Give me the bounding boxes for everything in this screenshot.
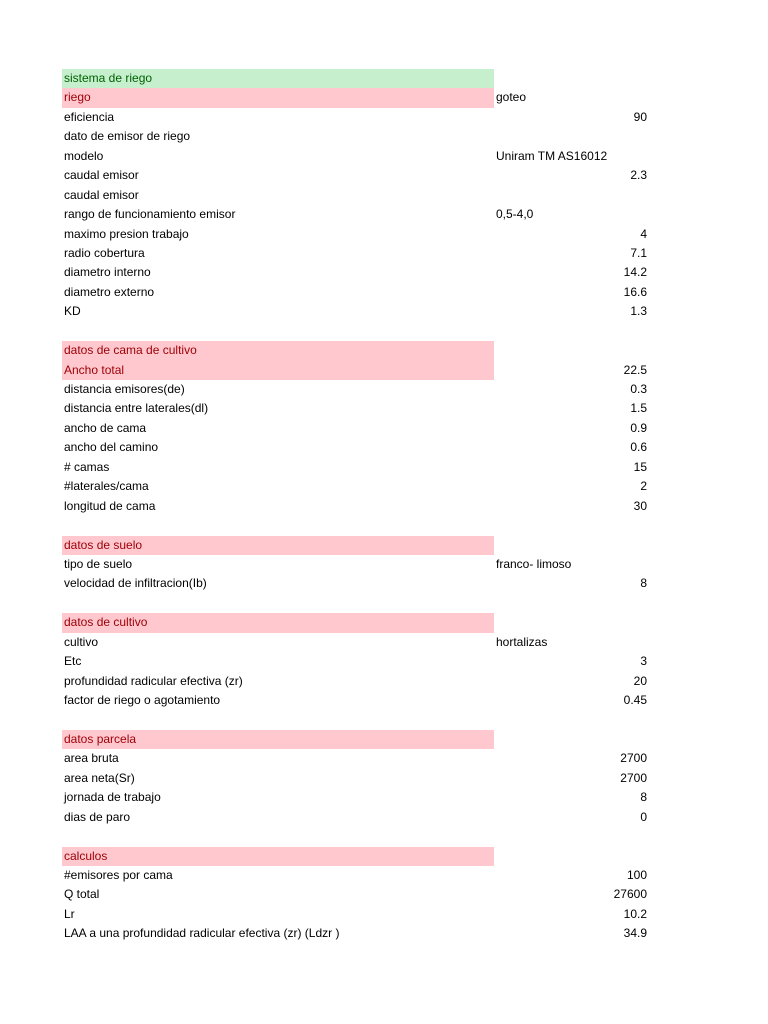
label-diametro-externo: diametro externo <box>64 284 155 299</box>
value-ancho-cama: 0.9 <box>630 420 647 435</box>
value-etc: 3 <box>640 654 647 669</box>
value-laa: 34.9 <box>623 926 647 941</box>
label-factor-riego: factor de riego o agotamiento <box>64 693 221 707</box>
value-diametro-interno: 14.2 <box>623 265 647 280</box>
row-distancia-emisores[interactable] <box>62 380 652 399</box>
value-jornada: 8 <box>640 790 647 805</box>
label-modelo: modelo <box>64 148 104 163</box>
value-lr: 10.2 <box>623 906 647 921</box>
value-ancho-total: 22.5 <box>623 362 647 377</box>
value-radio: 7.1 <box>630 245 647 260</box>
row-riego[interactable] <box>62 88 652 107</box>
label-eficiencia: eficiencia <box>64 109 115 124</box>
section-title-datos-cultivo: datos de cultivo <box>64 615 148 630</box>
label-radio: radio cobertura <box>64 245 145 260</box>
value-area-bruta: 2700 <box>620 751 647 766</box>
value-presion: 4 <box>640 226 647 241</box>
label-emisores-cama: #emisores por cama <box>64 867 173 882</box>
row-radio[interactable] <box>62 244 652 263</box>
row-ancho-camino[interactable] <box>62 438 652 457</box>
value-rango: 0,5-4,0 <box>496 207 534 222</box>
label-presion: maximo presion trabajo <box>64 226 189 241</box>
label-rango: rango de funcionamiento emisor <box>64 207 236 222</box>
value-camas: 15 <box>633 459 647 474</box>
label-cultivo: cultivo <box>64 634 99 649</box>
label-q-total: Q total <box>64 887 100 902</box>
label-etc: Etc <box>64 654 82 669</box>
row-longitud-cama[interactable] <box>62 497 652 516</box>
section-title-calculos: calculos <box>64 848 108 863</box>
row-rango[interactable] <box>62 205 652 224</box>
row-modelo[interactable] <box>62 147 652 166</box>
label-lr: Lr <box>64 906 75 921</box>
row-cultivo[interactable] <box>62 633 652 652</box>
label-zr: profundidad radicular efectiva (zr) <box>64 673 243 688</box>
section-title-datos-suelo: datos de suelo <box>64 537 143 552</box>
row-camas[interactable] <box>62 458 652 477</box>
row-distancia-laterales[interactable] <box>62 399 652 418</box>
label-caudal-emisor: caudal emisor <box>64 168 139 183</box>
row-laa[interactable] <box>62 924 652 943</box>
section-title-sistema-de-riego: sistema de riego <box>64 71 153 85</box>
label-riego: riego <box>64 90 91 105</box>
row-jornada[interactable] <box>62 788 652 807</box>
value-zr: 20 <box>633 673 647 688</box>
row-datos-cultivo[interactable] <box>62 613 652 632</box>
label-caudal-emisor-2: caudal emisor <box>64 187 139 202</box>
label-ancho-camino: ancho del camino <box>64 440 159 455</box>
label-dato-emisor: dato de emisor de riego <box>64 129 191 144</box>
value-emisores-cama: 100 <box>626 867 647 882</box>
row-infiltracion[interactable] <box>62 574 652 593</box>
row-caudal-emisor[interactable] <box>62 166 652 185</box>
row-lr[interactable] <box>62 905 652 924</box>
label-kd: KD <box>64 304 81 319</box>
value-modelo: Uniram TM AS16012 <box>496 148 608 163</box>
row-datos-suelo[interactable] <box>62 536 652 555</box>
row-caudal-emisor-2[interactable] <box>62 186 652 205</box>
label-laa: LAA a una profundidad radicular efectiva (zr) (Ldzr ) <box>64 926 340 941</box>
row-diametro-externo[interactable] <box>62 283 652 302</box>
row-presion[interactable] <box>62 225 652 244</box>
label-distancia-laterales: distancia entre laterales(dl) <box>64 401 209 416</box>
label-infiltracion: velocidad de infiltracion(Ib) <box>64 576 207 591</box>
label-dias-paro: dias de paro <box>64 809 131 824</box>
blank-row[interactable] <box>62 322 652 341</box>
label-longitud-cama: longitud de cama <box>64 498 156 513</box>
section-title-datos-cama: datos de cama de cultivo <box>64 343 197 358</box>
blank-row[interactable] <box>62 710 652 729</box>
value-kd: 1.3 <box>630 304 647 319</box>
section-title-datos-parcela: datos parcela <box>64 731 137 746</box>
value-factor-riego: 0.45 <box>623 693 647 707</box>
value-q-total: 27600 <box>613 887 647 902</box>
row-sistema-de-riego[interactable] <box>62 69 652 88</box>
row-q-total[interactable] <box>62 885 652 904</box>
blank-row[interactable] <box>62 516 652 535</box>
row-diametro-interno[interactable] <box>62 263 652 282</box>
label-distancia-emisores: distancia emisores(de) <box>64 382 185 396</box>
value-dias-paro: 0 <box>640 809 647 824</box>
label-area-bruta: area bruta <box>64 751 119 766</box>
header-fill-pink <box>62 361 494 380</box>
value-longitud-cama: 30 <box>633 498 647 513</box>
header-fill-pink <box>62 88 494 107</box>
row-laterales-cama[interactable] <box>62 477 652 496</box>
value-caudal-emisor: 2.3 <box>630 168 647 183</box>
row-kd[interactable] <box>62 302 652 321</box>
value-distancia-emisores: 0.3 <box>630 382 647 396</box>
label-camas: # camas <box>64 459 110 474</box>
label-diametro-interno: diametro interno <box>64 265 151 280</box>
value-infiltracion: 8 <box>640 576 647 591</box>
row-ancho-cama[interactable] <box>62 419 652 438</box>
value-area-neta: 2700 <box>620 770 647 785</box>
row-zr[interactable] <box>62 672 652 691</box>
value-distancia-laterales: 1.5 <box>630 401 647 416</box>
row-area-neta[interactable] <box>62 769 652 788</box>
blank-row[interactable] <box>62 827 652 846</box>
value-cultivo: hortalizas <box>496 634 548 649</box>
value-tipo-suelo: franco- limoso <box>496 556 572 571</box>
row-dato-emisor[interactable] <box>62 127 652 146</box>
row-area-bruta[interactable] <box>62 749 652 768</box>
row-dias-paro[interactable] <box>62 808 652 827</box>
row-emisores-cama[interactable] <box>62 866 652 885</box>
value-laterales-cama: 2 <box>640 479 647 494</box>
row-etc[interactable] <box>62 652 652 671</box>
value-ancho-camino: 0.6 <box>630 440 647 455</box>
label-ancho-cama: ancho de cama <box>64 420 147 435</box>
value-riego: goteo <box>496 90 527 105</box>
row-factor-riego[interactable] <box>62 691 652 710</box>
row-calculos[interactable] <box>62 847 652 866</box>
label-area-neta: area neta(Sr) <box>64 770 135 785</box>
value-diametro-externo: 16.6 <box>623 284 647 299</box>
label-ancho-total: Ancho total <box>64 362 125 377</box>
row-datos-parcela[interactable] <box>62 730 652 749</box>
row-ancho-total[interactable] <box>62 361 652 380</box>
value-eficiencia: 90 <box>633 109 647 124</box>
label-tipo-suelo: tipo de suelo <box>64 556 133 571</box>
row-datos-cama[interactable] <box>62 341 652 360</box>
spreadsheet <box>62 69 652 944</box>
label-jornada: jornada de trabajo <box>64 790 161 805</box>
header-fill-pink <box>62 847 494 866</box>
row-tipo-suelo[interactable] <box>62 555 652 574</box>
label-laterales-cama: #laterales/cama <box>64 479 149 494</box>
row-eficiencia[interactable] <box>62 108 652 127</box>
blank-row[interactable] <box>62 594 652 613</box>
